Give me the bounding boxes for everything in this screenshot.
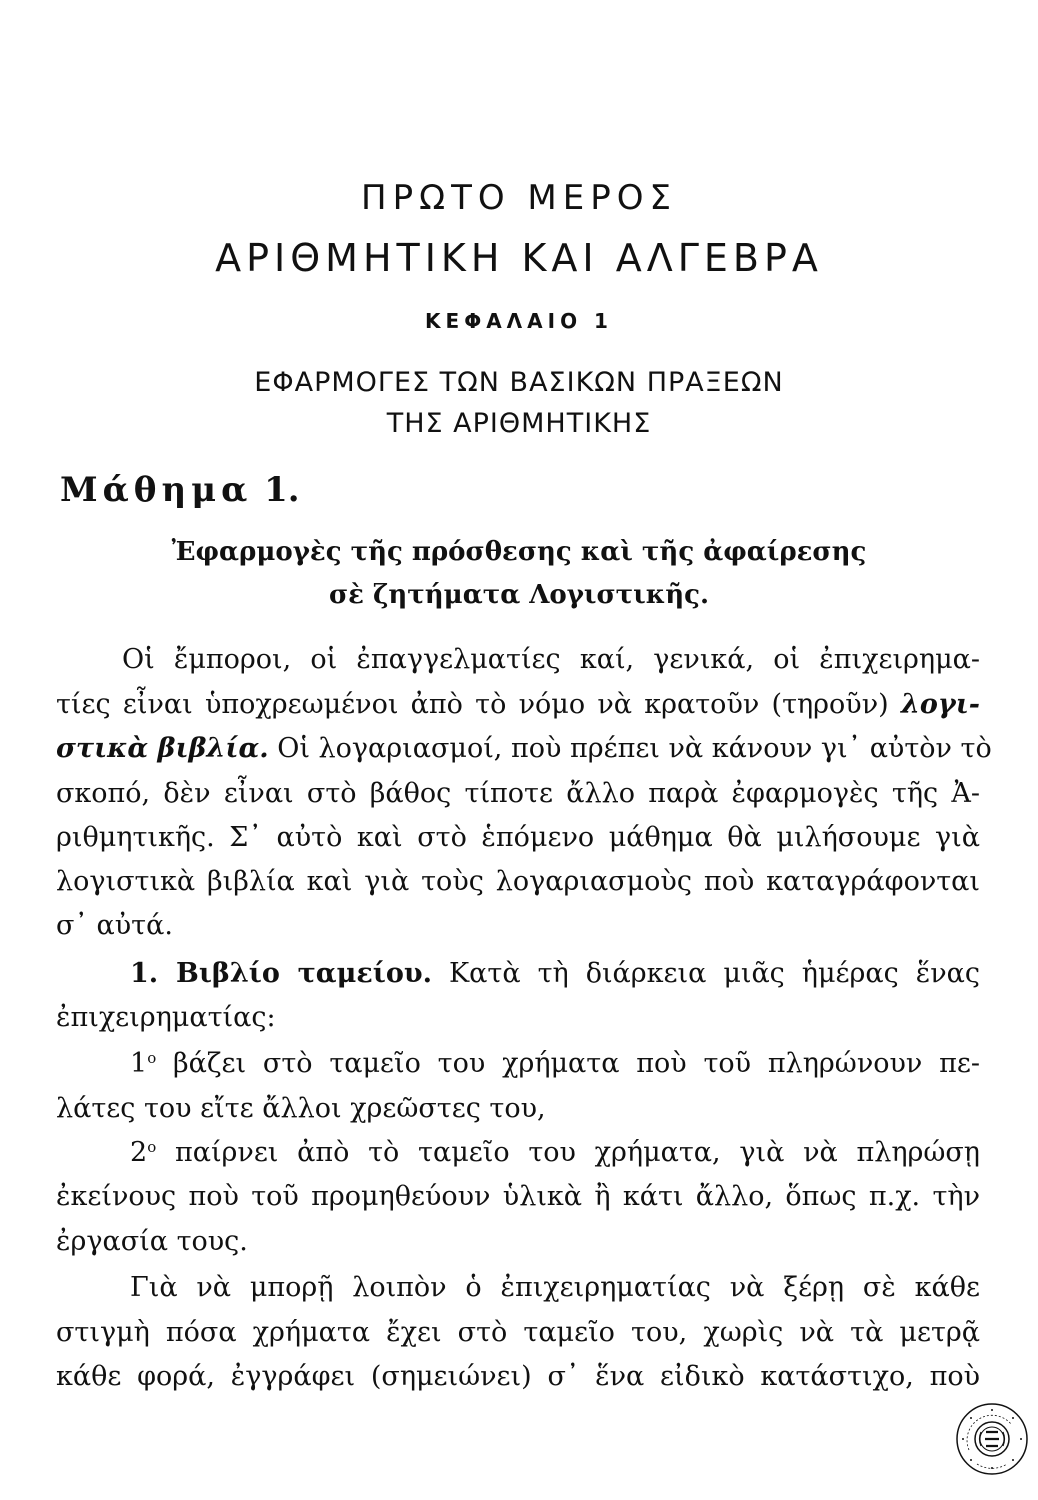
lesson-number: 1. xyxy=(264,470,300,510)
subject-heading: ΑΡΙΘΜΗΤΙΚΗ ΚΑΙ ΑΛΓΕΒΡΑ xyxy=(215,236,823,280)
section-heading: 1. Βιβλίο ταμείου. xyxy=(130,958,432,989)
chapter-title-line2: ΤΗΣ ΑΡΙΘΜΗΤΙΚΗΣ xyxy=(386,408,652,439)
part-heading: ΠΡΩΤΟ ΜΕΡΟΣ xyxy=(361,178,677,218)
lesson-heading xyxy=(60,470,300,510)
text-line: κάθε φορά, ἐγγράφει (σημειώνει) σ᾽ ἕνα εἰδικὸ κατάστιχο, ποὺ xyxy=(56,1361,980,1392)
foundation-seal-icon xyxy=(955,1402,1029,1476)
lesson-title-line1: Ἐφαρμογὲς τῆς πρόσθεσης καὶ τῆς ἀφαίρεσης xyxy=(171,537,867,567)
item-number: $2^o$ xyxy=(130,1137,157,1168)
item-number: $1^o$ xyxy=(130,1048,157,1079)
text-span: Κατὰ τὴ διάρκεια μιᾶς ἡμέρας ἕνας xyxy=(449,958,981,989)
text-line: Οἱ ἔμποροι, οἱ ἐπαγγελματίες καί, γενικά, οἱ ἐπιχειρημα- xyxy=(122,644,980,675)
text-span: τίες εἶναι ὑποχρεωμένοι ἀπὸ τὸ νόμο νὰ κρατοῦν (τηροῦν) xyxy=(56,689,889,720)
text-span: βάζει στὸ ταμεῖο του χρήματα ποὺ τοῦ πληρώνουν πε- xyxy=(173,1048,980,1079)
text-span: παίρνει ἀπὸ τὸ ταμεῖο του χρήματα, γιὰ νὰ πληρώσῃ xyxy=(174,1137,980,1168)
list-item-line xyxy=(130,1048,980,1079)
text-line: ἐπιχειρηματίας: xyxy=(56,1002,276,1033)
text-line xyxy=(130,958,980,989)
text-line: λάτες του εἴτε ἄλλοι χρεῶστες του, xyxy=(56,1093,546,1124)
text-line: στιγμὴ πόσα χρήματα ἔχει στὸ ταμεῖο του, χωρὶς νὰ τὰ μετρᾷ xyxy=(56,1317,980,1348)
lesson-label: Μάθημα xyxy=(60,470,253,510)
text-line: σ᾽ αὐτά. xyxy=(56,910,173,941)
text-line: ἐργασία τους. xyxy=(56,1226,248,1257)
chapter-title-line1: ΕΦΑΡΜΟΓΕΣ ΤΩΝ ΒΑΣΙΚΩΝ ΠΡΑΞΕΩΝ xyxy=(254,367,784,398)
text-line: ριθμητικῆς. Σ᾽ αὐτὸ καὶ στὸ ἑπόμενο μάθημα θὰ μιλήσουμε γιὰ xyxy=(56,822,980,853)
text-line: σκοπό, δὲν εἶναι στὸ βάθος τίποτε ἄλλο παρὰ ἐφαρμογὲς τῆς Ἀ- xyxy=(56,778,980,809)
text-line xyxy=(56,689,980,720)
italic-term: στικὰ βιβλία. xyxy=(56,733,269,764)
italic-term: λογι- xyxy=(900,689,980,720)
text-line xyxy=(56,733,992,764)
list-item-line xyxy=(130,1137,980,1168)
text-span: Οἱ λογαριασμοί, ποὺ πρέπει νὰ κάνουν γι᾽ αὐτὸν τὸ xyxy=(277,733,992,764)
lesson-title-line2: σὲ ζητήματα Λογιστικῆς. xyxy=(328,580,710,610)
text-line: ἐκείνους ποὺ τοῦ προμηθεύουν ὑλικὰ ἢ κάτι ἄλλο, ὅπως π.χ. τὴν xyxy=(56,1181,980,1212)
text-line: Γιὰ νὰ μπορῇ λοιπὸν ὁ ἐπιχειρηματίας νὰ ξέρῃ σὲ κάθε xyxy=(130,1272,980,1303)
text-line: λογιστικὰ βιβλία καὶ γιὰ τοὺς λογαριασμοὺς ποὺ καταγράφονται xyxy=(56,866,980,897)
chapter-heading: ΚΕΦΑΛΑΙΟ 1 xyxy=(425,309,613,333)
